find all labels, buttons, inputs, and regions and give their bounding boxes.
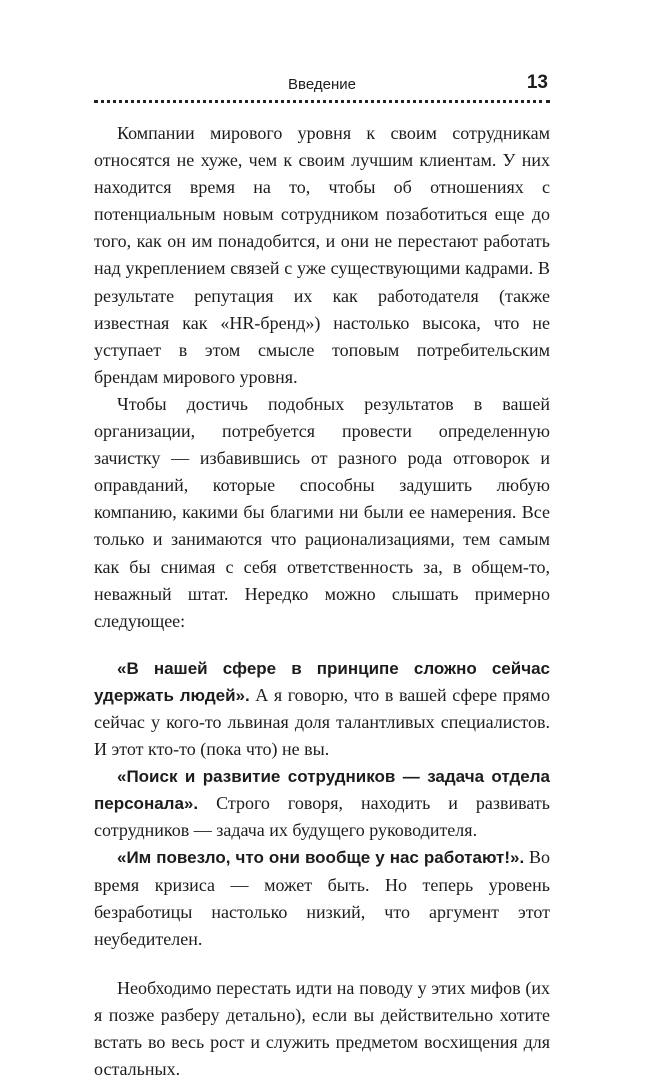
myth-quote: «Им повезло, что они вообще у нас работают!». (117, 848, 525, 868)
myth-item (94, 844, 550, 952)
paragraph: Необходимо перестать идти на поводу у этих мифов (их я позже разберу детально), если вы действительно хотите встать во весь рост и служить предметом восхищения для остальных. (94, 977, 550, 1080)
myth-quote: «Поиск и развитие сотрудников — задача отдела персонала». (94, 767, 550, 814)
myth-response: Во время кризиса — может быть. Но теперь уровень безработицы настолько низкий, что аргумент этот неубедителен. (94, 847, 550, 949)
running-head (94, 70, 550, 96)
dotted-rule (94, 100, 550, 103)
paragraph: Чтобы достичь подобных результатов в вашей организации, потребуется провести определенную зачистку — избавившись от разного рода отговорок и оправданий, которые способны задушить любую компанию, какими бы благими ни были ее намерения. Все только и занимаются что рационализациями, тем самым как бы снимая с себя ответственность за, в общем-то, неважный штат. Нередко можно слышать примерно следующее: (94, 393, 550, 631)
myth-item (94, 763, 550, 844)
section-title: Введение (288, 76, 356, 93)
paragraph: Компании мирового уровня к своим сотрудникам относятся не хуже, чем к своим лучшим клиентам. У них находится время на то, чтобы об отношениях с потенциальным новым сотрудником позаботиться еще до того, как он им понадобится, и они не перестают работать над укреплением связей с уже существующими кадрами. В результате репутация их как работодателя (также известная как «HR-бренд») настолько высока, что не уступает в этом смысле топовым потребительским брендам мирового уровня. (94, 123, 550, 387)
body-text (94, 120, 550, 1083)
myth-quote: «В нашей сфере в принципе сложно сейчас удержать людей». (94, 658, 550, 705)
myth-response: Строго говоря, находить и развивать сотрудников — задача их будущего руководителя. (94, 793, 550, 841)
page-number: 13 (526, 72, 548, 93)
myth-response: А я говорю, что в вашей сфере прямо сейчас у кого-то львиная доля талантливых специалистов. И этот кто-то (пока что) не вы. (94, 684, 551, 760)
myth-item (94, 655, 550, 763)
